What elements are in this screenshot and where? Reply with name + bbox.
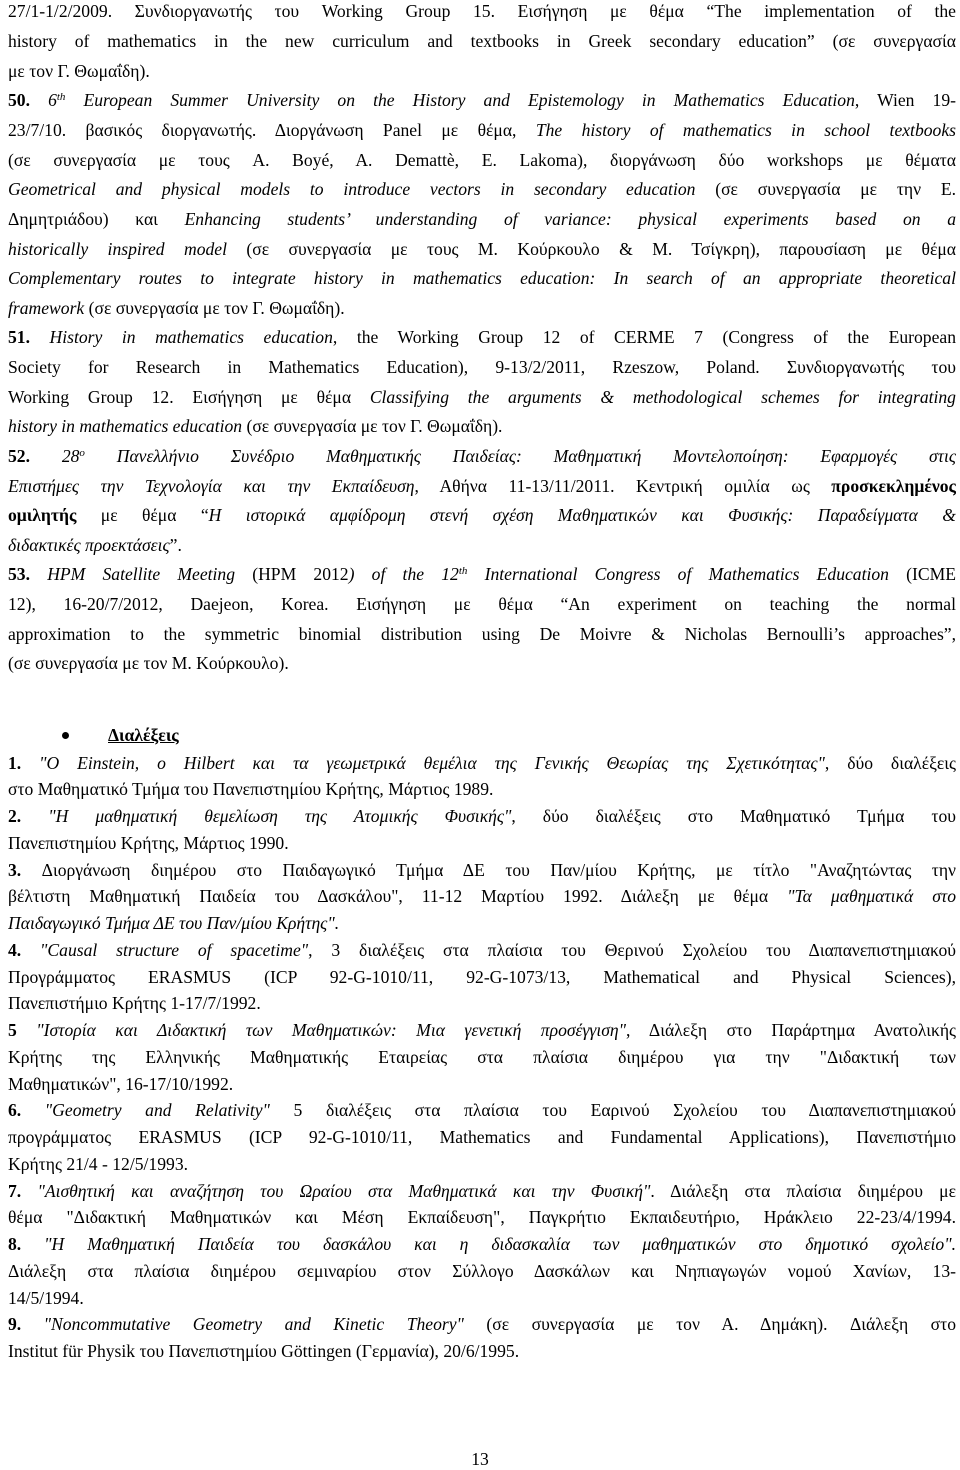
text-line-l31 — [8, 939, 956, 961]
text-line-l15 — [8, 415, 956, 437]
text-segment: , 3 διαλέξεις στα πλαίσια του Θερινού Σχολείου του Διαπανεπιστημιακού — [308, 940, 956, 960]
text-segment: (σε συνεργασία με τους A. Boyé, A. Demattè, E. Lakoma), διοργάνωση δύο workshops με θέματα — [8, 150, 956, 170]
text-line-l19 — [8, 534, 956, 556]
text-line-l35 — [8, 1046, 956, 1068]
text-segment: (HPM 2012 — [235, 564, 349, 584]
text-segment: 50. — [8, 90, 49, 110]
text-segment: Working Group 12. Εισήγηση με θέμα — [8, 387, 370, 407]
text-line-l07 — [8, 178, 956, 200]
text-line-l22 — [8, 623, 956, 645]
text-segment: th — [56, 91, 66, 103]
text-segment: "Causal structure of spacetime" — [40, 940, 309, 960]
text-segment: 12), 16-20/7/2012, Daejeon, Korea. Εισήγηση με θέμα “An experiment on teaching the normal — [8, 594, 956, 614]
text-segment: Δημητριάδου) και — [8, 209, 185, 229]
text-segment: "Ο Einstein, ο Hilbert και τα γεωμετρικά θεμέλια της Γενικής Θεωρίας της Σχετικότητας" — [39, 753, 825, 773]
text-segment: "Η μαθηματική θεμελίωση της Ατομικής Φυσικής" — [48, 806, 512, 826]
text-line-l14 — [8, 386, 956, 408]
text-segment: 7. — [8, 1181, 38, 1201]
text-segment: 28 — [61, 446, 80, 466]
text-line-l04 — [8, 89, 956, 111]
text-segment: , Wien 19- — [854, 90, 956, 110]
text-segment: Παιδαγωγικό Τμήμα ΔΕ του Παν/μίου Κρήτης". — [8, 913, 340, 933]
text-segment: 8. — [8, 1234, 45, 1254]
text-segment: framework — [8, 298, 85, 318]
text-line-l30 — [8, 912, 956, 934]
text-line-l42 — [8, 1233, 956, 1255]
text-line-l01 — [8, 0, 956, 22]
text-segment: (σε συνεργασία με τους Μ. Κούρκουλο & Μ. Τσίγκρη), παρουσίαση με θέμα — [227, 239, 956, 259]
text-segment: historically inspired model — [8, 239, 227, 259]
text-line-l02 — [8, 30, 956, 52]
text-segment: με θέμα “ — [76, 505, 209, 525]
text-segment: (σε συνεργασία με την Ε. — [695, 179, 956, 199]
text-segment: 4. — [8, 940, 41, 960]
text-segment: Πανεπιστήμιο Κρήτης 1-17/7/1992. — [8, 993, 261, 1013]
text-segment: history of mathematics in the new curriculum and textbooks in Greek secondary education” (σε συνεργασία — [8, 31, 956, 51]
text-line-l41 — [8, 1206, 956, 1228]
text-line-l29 — [8, 885, 956, 907]
text-line-l43 — [8, 1260, 956, 1282]
text-segment: προγράμματος ERASMUS (ICP 92-G-1010/11, Mathematics and Fundamental Applications), Πανεπιστήμιο — [8, 1127, 956, 1147]
text-line-l46 — [8, 1340, 956, 1362]
text-line-l16 — [8, 445, 956, 467]
text-segment: Προγράμματος ERASMUS (ICP 92-G-1010/11, 92-G-1073/13, Mathematical and Physical Sciences), — [8, 967, 956, 987]
text-segment: (σε συνεργασία με τον Γ. Θωμαΐδη). — [84, 298, 345, 318]
text-segment: Κρήτης της Ελληνικής Μαθηματικής Εταιρείας στα πλαίσια διημέρου για την "Διδακτική των — [8, 1047, 956, 1067]
text-segment: 53. — [8, 564, 48, 584]
text-line-l28 — [8, 859, 956, 881]
text-segment: (σε συνεργασία με τον Μ. Κούρκουλο). — [8, 653, 289, 673]
text-segment: history in mathematics education — [8, 416, 243, 436]
text-line-l21 — [8, 593, 956, 615]
section-heading: Διαλέξεις — [108, 725, 179, 745]
text-segment: History in mathematics education — [49, 327, 333, 347]
text-segment: International Congress of Mathematics Education — [467, 564, 889, 584]
text-segment: Διάλεξη στα πλαίσια διημέρου σεμιναρίου στον Σύλλογο Δασκάλων και Νηπιαγωγών νομού Χανίων, 13- — [8, 1261, 956, 1281]
text-line-l12 — [8, 326, 956, 348]
text-segment: 5 — [8, 1020, 37, 1040]
text-segment: , the Working Group 12 of CERME 7 (Congress of the European — [332, 327, 956, 347]
text-segment: 23/7/10. βασικός διοργανωτής. Διοργάνωση Panel με θέμα, — [8, 120, 536, 140]
text-segment: Institut für Physik του Πανεπιστημίου Göttingen (Γερμανία), 20/6/1995. — [8, 1341, 520, 1361]
text-line-l40 — [8, 1180, 956, 1202]
text-segment: , Διάλεξη στο Παράρτημα Ανατολικής — [626, 1020, 956, 1040]
text-segment: 5 διαλέξεις στα πλαίσια του Εαρινού Σχολείου του Διαπανεπιστημιακού — [269, 1100, 956, 1120]
text-segment: approximation to the symmetric binomial distribution using De Moivre & Nicholas Bernoulli’s approaches”, — [8, 624, 956, 644]
text-segment: Classifying the arguments & methodological schemes for integrating — [369, 387, 956, 407]
text-segment: ο — [79, 447, 85, 459]
text-line-l18 — [8, 504, 956, 526]
text-line-l36 — [8, 1073, 956, 1095]
text-line-l34 — [8, 1019, 956, 1041]
text-line-l24 — [8, 752, 956, 774]
text-line-l39 — [8, 1153, 956, 1175]
text-segment: 9. — [8, 1314, 44, 1334]
text-segment: προσκεκλημένος — [831, 476, 956, 496]
text-segment: Επιστήμες την Τεχνολογία και την Εκπαίδευση — [8, 476, 415, 496]
text-segment: The history of mathematics in school textbooks — [535, 120, 956, 140]
text-segment: HPM Satellite Meeting — [47, 564, 236, 584]
text-segment: , δύο διαλέξεις — [824, 753, 956, 773]
text-segment: "Τα μαθηματικά στο — [787, 886, 956, 906]
text-segment: 27/1-1/2/2009. Συνδιοργανωτής του Working Group 15. Εισήγηση με θέμα “The implementation of the — [8, 1, 956, 21]
text-line-l13 — [8, 356, 956, 378]
text-line-l45 — [8, 1313, 956, 1335]
text-segment: . Διάλεξη στα πλαίσια διημέρου με — [650, 1181, 956, 1201]
text-segment: 51. — [8, 327, 50, 347]
text-segment: European Summer University on the History and Epistemology in Mathematics Education — [65, 90, 855, 110]
text-segment: "Geometry and Relativity" — [44, 1100, 270, 1120]
text-segment: "Αισθητική και αναζήτηση του Ωραίου στα Μαθηματικά και την Φυσική" — [37, 1181, 651, 1201]
text-segment: 52. — [8, 446, 62, 466]
text-segment: 1. — [8, 753, 40, 773]
text-segment: διδακτικές προεκτάσεις — [8, 535, 170, 555]
text-segment: 6 — [48, 90, 57, 110]
text-segment: ”. — [169, 535, 182, 555]
text-segment: στο Μαθηματικό Τμήμα του Πανεπιστημίου Κρήτης, Μάρτιος 1989. — [8, 779, 494, 799]
text-segment: , Αθήνα 11-13/11/2011. Κεντρική ομιλία ως — [414, 476, 832, 496]
text-segment: με τον Γ. Θωμαΐδη). — [8, 61, 150, 81]
text-segment: "Noncommutative Geometry and Kinetic Theory" — [43, 1314, 464, 1334]
text-line-l08 — [8, 208, 956, 230]
text-line-l33 — [8, 992, 956, 1014]
text-segment: "Ιστορία και Διδακτική των Μαθηματικών: Μια γενετική προσέγγιση" — [36, 1020, 627, 1040]
text-line-l26 — [8, 805, 956, 827]
text-line-l25 — [8, 778, 956, 800]
text-segment: Πανελλήνιο Συνέδριο Μαθηματικής Παιδείας: Μαθηματική Μοντελοποίηση: Εφαρμογές στις — [84, 446, 956, 466]
text-segment: , δύο διαλέξεις στο Μαθηματικό Τμήμα του — [511, 806, 956, 826]
text-segment: 14/5/1994. — [8, 1288, 84, 1308]
section-lectures — [0, 724, 960, 746]
text-segment: Διοργάνωση διημέρου στο Παιδαγωγικό Τμήμα ΔΕ του Παν/μίου Κρήτης, με τίτλο "Αναζητώντας την — [41, 860, 956, 880]
text-segment: 3. — [8, 860, 42, 880]
text-segment: Κρήτης 21/4 - 12/5/1993. — [8, 1154, 189, 1174]
text-segment: ) of the 12 — [348, 564, 459, 584]
text-line-l27 — [8, 832, 956, 854]
text-segment: (ICME — [888, 564, 956, 584]
text-line-l23 — [8, 652, 956, 674]
text-segment: "Η Μαθηματική Παιδεία του δασκάλου και η διδασκαλία των μαθηματικών στο δημοτικό σχολείο". — [44, 1234, 956, 1254]
text-segment: Μαθηματικών", 16-17/10/1992. — [8, 1074, 234, 1094]
text-segment: 6. — [8, 1100, 45, 1120]
text-line-l09 — [8, 238, 956, 260]
text-line-l38 — [8, 1126, 956, 1148]
text-segment: th — [458, 565, 468, 577]
text-line-l05 — [8, 119, 956, 141]
text-segment: Geometrical and physical models to introduce vectors in secondary education — [8, 179, 696, 199]
text-line-l10 — [8, 267, 956, 289]
text-segment: θέμα "Διδακτική Μαθηματικών και Μέση Εκπαίδευση", Παγκρήτιο Εκπαιδευτήριο, Ηράκλειο 22-23/4/1994. — [8, 1207, 956, 1227]
text-segment: 2. — [8, 806, 49, 826]
text-line-l03 — [8, 60, 956, 82]
text-segment: Πανεπιστημίου Κρήτης, Μάρτιος 1990. — [8, 833, 289, 853]
text-line-l11 — [8, 297, 956, 319]
bullet-icon — [62, 732, 69, 739]
text-segment: Enhancing students’ understanding of variance: physical experiments based on a — [184, 209, 956, 229]
text-line-l06 — [8, 149, 956, 171]
text-line-l37 — [8, 1099, 956, 1121]
text-line-l20 — [8, 563, 956, 585]
text-segment: Η ιστορικά αμφίδρομη στενή σχέση Μαθηματικών και Φυσικής: Παραδείγματα & — [208, 505, 956, 525]
text-segment: (σε συνεργασία με τον Γ. Θωμαΐδη). — [242, 416, 503, 436]
text-segment: Society for Research in Mathematics Education), 9-13/2/2011, Rzeszow, Poland. Συνδιοργανωτής του — [8, 357, 956, 377]
text-line-l44 — [8, 1287, 956, 1309]
text-segment: (σε συνεργασία με τον Α. Δημάκη). Διάλεξη στο — [463, 1314, 956, 1334]
text-segment: Complementary routes to integrate history in mathematics education: In search of an appropriate theoretical — [8, 268, 956, 288]
text-line-l17 — [8, 475, 956, 497]
text-segment: ομιλητής — [8, 505, 77, 525]
text-line-l32 — [8, 966, 956, 988]
text-segment: βέλτιστη Μαθηματική Παιδεία του Δασκάλου", 11-12 Μαρτίου 1992. Διάλεξη με θέμα — [8, 886, 788, 906]
page-number: 13 — [471, 1449, 489, 1469]
